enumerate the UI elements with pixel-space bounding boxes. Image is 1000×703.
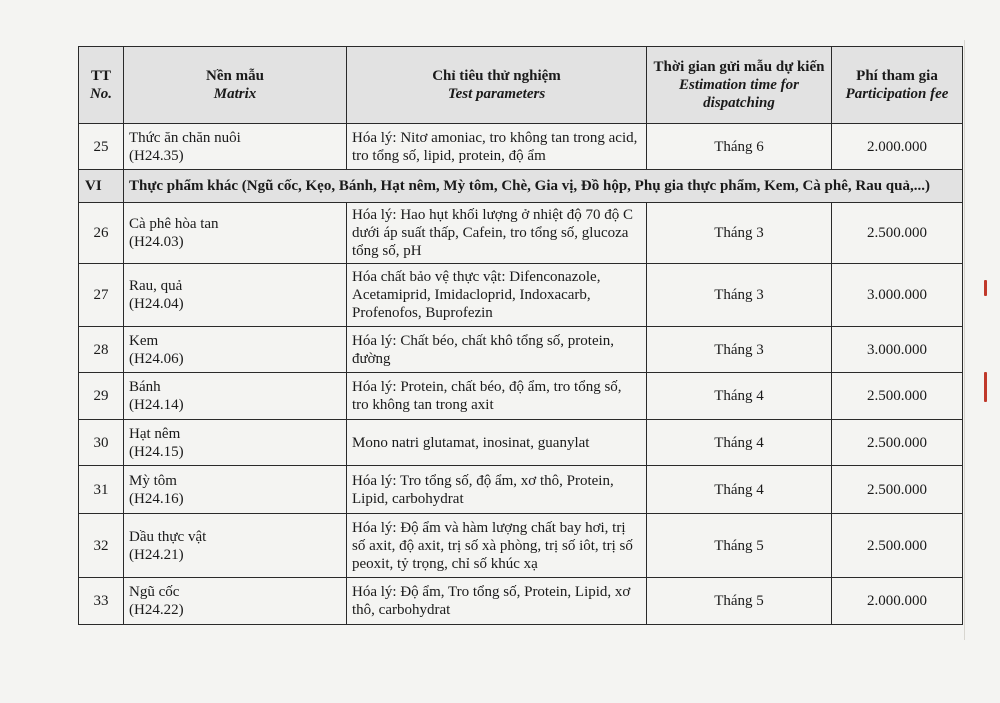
table-row (79, 203, 963, 264)
row-matrix (124, 124, 347, 170)
row-matrix (124, 514, 347, 578)
header-tt-vi: TT (90, 68, 111, 84)
row-number: 31 (79, 466, 124, 514)
row-test-parameters: Hóa lý: Độ ẩm, Tro tổng số, Protein, Lipid, xơ thô, carbohydrat (347, 578, 647, 625)
table-row (79, 373, 963, 420)
row-number: 25 (79, 124, 124, 170)
header-tt (79, 47, 124, 124)
row-fee: 2.500.000 (832, 203, 963, 264)
header-fee-vi: Phí tham gia (856, 68, 938, 84)
table-row (79, 264, 963, 327)
row-matrix (124, 264, 347, 327)
row-fee: 3.000.000 (832, 327, 963, 373)
row-number: 27 (79, 264, 124, 327)
matrix-code: (H24.22) (129, 602, 184, 618)
row-dispatch-time: Tháng 5 (647, 578, 832, 625)
table-row (79, 124, 963, 170)
header-matrix (124, 47, 347, 124)
header-time-en: Estimation time for dispatching (678, 77, 799, 111)
row-fee: 2.500.000 (832, 466, 963, 514)
row-number: 28 (79, 327, 124, 373)
matrix-name: Ngũ cốc (129, 584, 180, 600)
proficiency-testing-table (78, 46, 963, 625)
page-edge-line (964, 40, 965, 640)
row-matrix (124, 466, 347, 514)
row-matrix (124, 373, 347, 420)
header-test-vi: Chỉ tiêu thử nghiệm (432, 68, 561, 84)
section-row (79, 170, 963, 203)
header-fee (832, 47, 963, 124)
row-test-parameters: Hóa lý: Nitơ amoniac, tro không tan trong acid, tro tổng số, lipid, protein, độ ẩm (347, 124, 647, 170)
matrix-code: (H24.06) (129, 350, 184, 367)
row-matrix (124, 578, 347, 625)
matrix-name: Rau, quả (129, 278, 183, 294)
header-time-vi: Thời gian gửi mẫu dự kiến (653, 59, 825, 75)
matrix-code: (H24.16) (129, 490, 184, 507)
matrix-code: (H24.04) (129, 296, 184, 312)
row-dispatch-time: Tháng 4 (647, 420, 832, 466)
table-row (79, 514, 963, 578)
row-test-parameters: Hóa lý: Độ ẩm và hàm lượng chất bay hơi, trị số axit, độ axit, trị số xà phòng, trị số iôt, trị số peoxit, tỷ trọng, chỉ số khúc xạ (347, 514, 647, 578)
margin-stamp-mark (984, 280, 987, 296)
row-matrix (124, 203, 347, 264)
table-row (79, 466, 963, 514)
header-test-en: Test parameters (447, 86, 546, 102)
table-header-row (79, 47, 963, 124)
matrix-code: (H24.15) (129, 443, 184, 460)
row-matrix (124, 420, 347, 466)
row-dispatch-time: Tháng 3 (647, 203, 832, 264)
table-row (79, 578, 963, 625)
matrix-name: Cà phê hòa tan (129, 216, 219, 232)
row-dispatch-time: Tháng 4 (647, 466, 832, 514)
row-test-parameters: Hóa chất bảo vệ thực vật: Difenconazole, Acetamiprid, Imidacloprid, Indoxacarb, Profenofos, Buprofezin (347, 264, 647, 327)
row-number: 32 (79, 514, 124, 578)
row-fee: 2.000.000 (832, 124, 963, 170)
header-matrix-vi: Nền mẫu (206, 68, 264, 84)
section-title: Thực phẩm khác (Ngũ cốc, Kẹo, Bánh, Hạt nêm, Mỳ tôm, Chè, Gia vị, Đồ hộp, Phụ gia thực phẩm, Kem, Cà phê, Rau quả,...) (124, 170, 963, 203)
row-test-parameters: Hóa lý: Tro tổng số, độ ẩm, xơ thô, Protein, Lipid, carbohydrat (347, 466, 647, 514)
header-time (647, 47, 832, 124)
row-test-parameters: Mono natri glutamat, inosinat, guanylat (347, 420, 647, 466)
matrix-code: (H24.14) (129, 397, 184, 413)
row-fee: 3.000.000 (832, 264, 963, 327)
matrix-name: Kem (129, 332, 159, 349)
header-tt-en: No. (89, 86, 113, 102)
matrix-code: (H24.35) (129, 147, 184, 164)
table-row (79, 420, 963, 466)
header-matrix-en: Matrix (213, 86, 257, 102)
row-test-parameters: Hóa lý: Chất béo, chất khô tổng số, protein, đường (347, 327, 647, 373)
row-number: 26 (79, 203, 124, 264)
row-dispatch-time: Tháng 3 (647, 327, 832, 373)
table-row (79, 327, 963, 373)
matrix-name: Thức ăn chăn nuôi (129, 129, 241, 146)
header-fee-en: Participation fee (845, 86, 949, 102)
row-fee: 2.000.000 (832, 578, 963, 625)
row-test-parameters: Hóa lý: Protein, chất béo, độ ẩm, tro tổng số, tro không tan trong axit (347, 373, 647, 420)
row-test-parameters: Hóa lý: Hao hụt khối lượng ở nhiệt độ 70 độ C dưới áp suất thấp, Cafein, tro tổng số, glucoza tổng số, pH (347, 203, 647, 264)
matrix-code: (H24.21) (129, 546, 184, 563)
header-test (347, 47, 647, 124)
row-dispatch-time: Tháng 6 (647, 124, 832, 170)
row-fee: 2.500.000 (832, 514, 963, 578)
matrix-name: Mỳ tôm (129, 472, 177, 489)
matrix-code: (H24.03) (129, 234, 184, 250)
row-matrix (124, 327, 347, 373)
section-number: VI (79, 170, 124, 203)
matrix-name: Hạt nêm (129, 425, 181, 442)
row-dispatch-time: Tháng 4 (647, 373, 832, 420)
margin-stamp-mark (984, 372, 987, 402)
row-fee: 2.500.000 (832, 373, 963, 420)
row-number: 29 (79, 373, 124, 420)
row-number: 30 (79, 420, 124, 466)
row-dispatch-time: Tháng 3 (647, 264, 832, 327)
matrix-name: Bánh (129, 379, 161, 395)
matrix-name: Dầu thực vật (129, 528, 207, 545)
row-fee: 2.500.000 (832, 420, 963, 466)
row-dispatch-time: Tháng 5 (647, 514, 832, 578)
row-number: 33 (79, 578, 124, 625)
